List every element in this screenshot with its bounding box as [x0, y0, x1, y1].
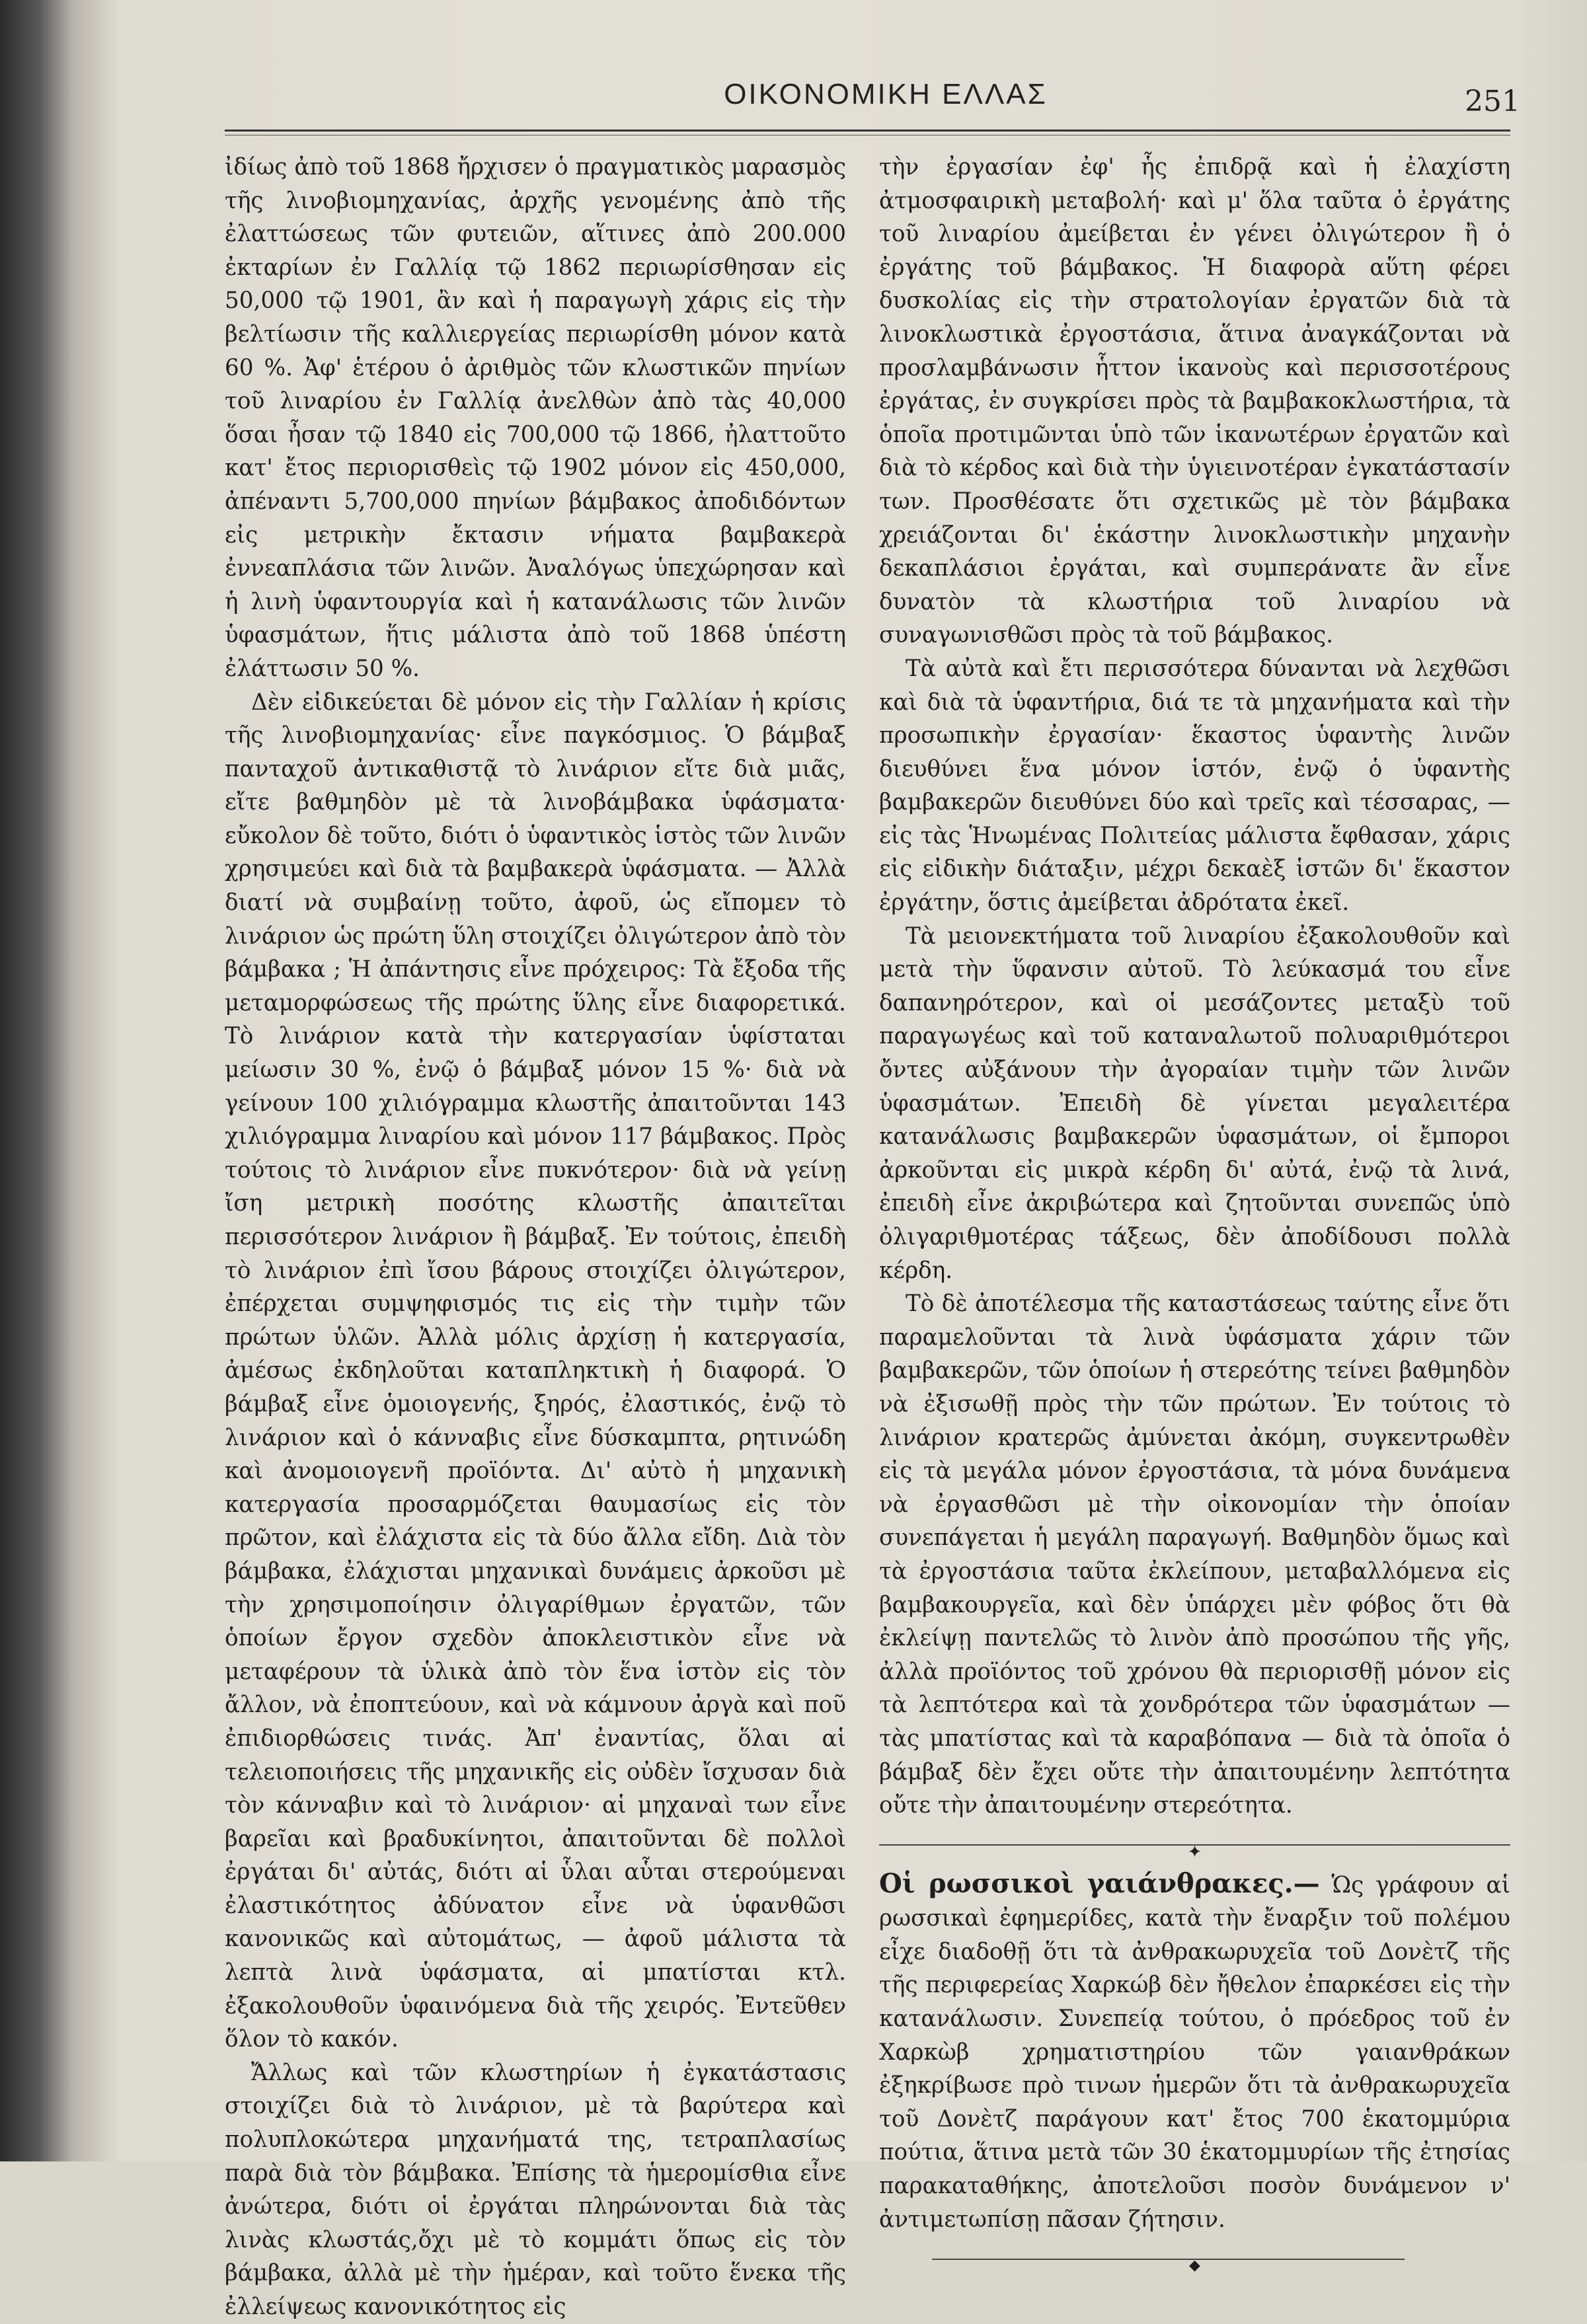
paragraph: Τὰ αὐτὰ καὶ ἔτι περισσότερα δύνανται νὰ λεχθῶσι καὶ διὰ τὰ ὑφαντήρια, διά τε τὰ μηχανήματα καὶ τὴν προσωπικὴν ἐργασίαν· ἕκαστος ὑφαντὴς λινῶν διευθύνει ἕνα μόνον ἱστόν, ἐνῷ ὁ ὑφαντὴς βαμβακερῶν διευθύνει δύο καὶ τρεῖς καὶ τέσσαρας, — εἰς τὰς Ἡνωμένας Πολιτείας μάλιστα ἔφθασαν, χάρις εἰς εἰδικὴν διάταξιν, μέχρι δεκαὲξ ἱστῶν δι' ἕκαστον ἐργάτην, ὅστις ἀμείβεται ἀδρότατα ἐκεῖ. — [879, 655, 1510, 917]
separator-ornament-icon: ✦ — [1187, 1842, 1202, 1862]
bottom-separator — [879, 2249, 1510, 2274]
running-header-title: ΟΙΚΟΝΟΜΙΚΗ ΕΛΛΑΣ — [724, 78, 1048, 110]
paragraph: τὴν ἐργασίαν ἐφ' ἧς ἐπιδρᾷ καὶ ἡ ἐλαχίστη ἀτμοσφαιρικὴ μεταβολή· καὶ μ' ὅλα ταῦτα ὁ ἐργάτης τοῦ λιναρίου ἀμείβεται ἐν γένει ὀλιγώτερον ἢ ὁ ἐργάτης τοῦ βάμβακος. Ἡ διαφορὰ αὕτη φέρει δυσκολίας εἰς τὴν στρατολογίαν ἐργατῶν διὰ τὰ λινοκλωστικὰ ἐργοστάσια, ἅτινα ἀναγκάζονται νὰ προσλαμβάνωσιν ἧττον ἱκανοὺς καὶ περισσοτέρους ἐργάτας, ἐν συγκρίσει πρὸς τὰ βαμβακοκλωστήρια, τὰ ὁποῖα προτιμῶνται ὑπὸ τῶν ἱκανωτέρων ἐργατῶν καὶ διὰ τὸ κέρδος καὶ διὰ τὴν ὑγιεινοτέραν ἐγκατάστασίν των. Προσθέσατε ὅτι σχετικῶς μὲ τὸν βάμβακα χρειάζονται δι' ἑκάστην λινοκλωστικὴν μηχανὴν δεκαπλάσιοι ἐργάται, καὶ συμπεράνατε ἂν εἶνε δυνατὸν τὰ κλωστήρια τοῦ λιναρίου νὰ συναγωνισθῶσι πρὸς τὰ τοῦ βάμβακος. — [879, 154, 1510, 649]
right-column — [879, 151, 1510, 2274]
section-separator — [879, 1832, 1510, 1862]
paragraph: Τὸ δὲ ἀποτέλεσμα τῆς καταστάσεως ταύτης εἶνε ὅτι παραμελοῦνται τὰ λινὰ ὑφάσματα χάριν τῶν βαμβακερῶν, τῶν ὁποίων ἡ στερεότης τείνει βαθμηδὸν νὰ ἐξισωθῇ πρὸς τὴν τῶν πρώτων. Ἐν τούτοις τὸ λινάριον κρατερῶς ἀμύνεται ἀκόμη, συγκεντρωθὲν εἰς τὰ μεγάλα μόνον ἐργοστάσια, τὰ μόνα δυνάμενα νὰ ἐργασθῶσι μὲ τὴν οἰκονομίαν τὴν ὁποίαν συνεπάγεται ἡ μεγάλη παραγωγή. Βαθμηδὸν ὅμως καὶ τὰ ἐργοστάσια ταῦτα ἐκλείπουν, μεταβαλλόμενα εἰς βαμβακουργεῖα, καὶ δὲν ὑπάρχει μὲν φόβος ὅτι θὰ ἐκλείψῃ παντελῶς τὸ λινὸν ἀπὸ προσώπου τῆς γῆς, ἀλλὰ προϊόντος τοῦ χρόνου θὰ περιορισθῇ μόνον εἰς τὰ λεπτότερα καὶ τὰ χονδρότερα τῶν ὑφασμάτων — τὰς μπατίστας καὶ τὰ καραβόπανα — διὰ τὰ ὁποῖα ὁ βάμβαξ δὲν ἔχει οὔτε τὴν ἀπαιτουμένην λεπτότητα οὔτε τὴν ἀπαιτουμένην στερεότητα. — [879, 1291, 1510, 1819]
page-number: 251 — [1465, 85, 1520, 118]
news-item-body: Ὡς γράφουν αἱ ρωσσικαὶ ἐφημερίδες, κατὰ τὴν ἔναρξιν τοῦ πολέμου εἶχε διαδοθῇ ὅτι τὰ ἀνθρακωρυχεῖα τοῦ Δονὲτζ τῆς τῆς περιφερείας Χαρκώβ δὲν ἤθελον ἐπαρκέσει εἰς τὴν κατανάλωσιν. Συνεπείᾳ τούτου, ὁ πρόεδρος τοῦ ἐν Χαρκὼβ χρηματιστηρίου τῶν γαιανθράκων ἐξηκρίβωσε πρὸ τινων ἡμερῶν ὅτι τὰ ἀνθρακωρυχεῖα τοῦ Δονὲτζ παράγουν κατ' ἔτος 700 ἑκατομμύρια πούτια, ἅτινα μετὰ τῶν 30 ἑκατομμυρίων τῆς ἐτησίας παρακαταθήκης, ἀποτελοῦσι ποσὸν δυνάμενον ν' ἀντιμετωπίσῃ πᾶσαν ζήτησιν. — [879, 1871, 1510, 2233]
left-column — [225, 151, 846, 2324]
paragraph: Δὲν εἰδικεύεται δὲ μόνον εἰς τὴν Γαλλίαν ἡ κρίσις τῆς λινοβιομηχανίας· εἶνε παγκόσμιος. Ὁ βάμβαξ πανταχοῦ ἀντικαθιστᾷ τὸ λινάριον εἴτε διὰ μιᾶς, εἴτε βαθμηδὸν μὲ τὰ λινοβάμβακα ὑφάσματα· εὔκολον δὲ τοῦτο, διότι ὁ ὑφαντικὸς ἱστὸς τῶν λινῶν χρησιμεύει καὶ διὰ τὰ βαμβακερὰ ὑφάσματα. — Ἀλλὰ διατί νὰ συμβαίνῃ τοῦτο, ἀφοῦ, ὡς εἴπομεν τὸ λινάριον ὡς πρώτη ὕλη στοιχίζει ὀλιγώτερον ἀπὸ τὸν βάμβακα ; Ἡ ἀπάντησις εἶνε πρόχειρος: Τὰ ἔξοδα τῆς μεταμορφώσεως τῆς πρώτης ὕλης εἶνε διαφορετικά. Τὸ λινάριον κατὰ τὴν κατεργασίαν ὑφίσταται μείωσιν 30 %, ἐνῷ ὁ βάμβαξ μόνον 15 %· διὰ νὰ γείνουν 100 χιλιόγραμμα κλωστῆς ἀπαιτοῦνται 143 χιλιόγραμμα λιναρίου καὶ μόνον 117 βάμβακος. Πρὸς τούτοις τὸ λινάριον εἶνε πυκνότερον· διὰ νὰ γείνῃ ἴση μετρικὴ ποσότης κλωστῆς ἀπαιτεῖται περισσότερον λινάριον ἢ βάμβαξ. Ἐν τούτοις, ἐπειδὴ τὸ λινάριον ἐπὶ ἴσου βάρους στοιχίζει ὀλιγώτερον, ἐπέρχεται συμψηφισμός τις εἰς τὴν τιμὴν τῶν πρώτων ὑλῶν. Ἀλλὰ μόλις ἀρχίσῃ ἡ κατεργασία, ἀμέσως ἐκδηλοῦται καταπληκτικὴ ἡ διαφορά. Ὁ βάμβαξ εἶνε ὁμοιογενής, ξηρός, ἐλαστικός, ἐνῷ τὸ λινάριον καὶ ὁ κάνναβις εἶνε δύσκαμπτα, ρητινώδη καὶ ἀνομοιογενῆ προϊόντα. Δι' αὐτὸ ἡ μηχανικὴ κατεργασία προσαρμόζεται θαυμασίως εἰς τὸν πρῶτον, καὶ ἐλάχιστα εἰς τὰ δύο ἄλλα εἴδη. Διὰ τὸν βάμβακα, ἐλάχισται μηχανικαὶ δυνάμεις ἀρκοῦσι μὲ τὴν χρησιμοποίησιν ὀλιγαρίθμων ἐργατῶν, τῶν ὁποίων ἔργον σχεδὸν ἀποκλειστικὸν εἶνε νὰ μεταφέρουν τὰ ὑλικὰ ἀπὸ τὸν ἕνα ἱστὸν εἰς τὸν ἄλλον, νὰ ἐποπτεύουν, καὶ νὰ κάμνουν ἀργὰ καὶ ποῦ ἐπιδιορθώσεις τινάς. Ἀπ' ἐναντίας, ὅλαι αἱ τελειοποιήσεις τῆς μηχανικῆς εἰς οὐδὲν ἴσχυσαν διὰ τὸν κάνναβιν καὶ τὸ λινάριον· αἱ μηχαναὶ των εἶνε βαρεῖαι καὶ βραδυκίνητοι, ἀπαιτοῦνται δὲ πολλοὶ ἐργάται δι' αὐτάς, διότι αἱ ὗλαι αὗται στερούμεναι ἐλαστικότητος ἀδύνατον εἶνε νὰ ὑφανθῶσι κανονικῶς καὶ αὐτομάτως, — ἀφοῦ μάλιστα τὰ λεπτὰ λινὰ ὑφάσματα, αἱ μπατίσται κτλ. ἐξακολουθοῦν ὑφαινόμενα διὰ τῆς χειρός. Ἐντεῦθεν ὅλον τὸ κακόν. — [225, 689, 846, 2053]
separator-ornament-icon: ◆ — [1189, 2257, 1200, 2274]
paragraph: ἰδίως ἀπὸ τοῦ 1868 ἤρχισεν ὁ πραγματικὸς μαρασμὸς τῆς λινοβιομηχανίας, ἀρχῆς γενομένης ἀπὸ τῆς ἐλαττώσεως τῶν φυτειῶν, αἵτινες ἀπὸ 200.000 ἐκταρίων ἐν Γαλλίᾳ τῷ 1862 περιωρίσθησαν εἰς 50,000 τῷ 1901, ἂν καὶ ἡ παραγωγὴ χάρις εἰς τὴν βελτίωσιν τῆς καλλιεργείας περιωρίσθη μόνον κατὰ 60 %. Ἀφ' ἑτέρου ὁ ἀριθμὸς τῶν κλωστικῶν πηνίων τοῦ λιναρίου ἐν Γαλλίᾳ ἀνελθὼν ἀπὸ τὰς 40,000 ὅσαι ἦσαν τῷ 1840 εἰς 700,000 τῷ 1866, ἠλαττοῦτο κατ' ἔτος περιορισθεὶς τῷ 1902 μόνον εἰς 450,000, ἀπέναντι 5,700,000 πηνίων βάμβακος ἀποδιδόντων εἰς μετρικὴν ἔκτασιν νήματα βαμβακερὰ ἐννεαπλάσια τῶν λινῶν. Ἀναλόγως ὑπεχώρησαν καὶ ἡ λινὴ ὑφαντουργία καὶ ἡ κατανάλωσις τῶν λινῶν ὑφασμάτων, ἥτις μάλιστα ἀπὸ τοῦ 1868 ὑπέστη ἐλάττωσιν 50 %. — [225, 154, 846, 682]
news-item-heading: Οἱ ρωσσικοὶ γαιάνθρακες.— — [879, 1867, 1320, 1899]
separator-line — [932, 2259, 1405, 2260]
paragraph: Τὰ μειονεκτήματα τοῦ λιναρίου ἐξακολουθοῦν καὶ μετὰ τὴν ὕφανσιν αὐτοῦ. Τὸ λεύκασμά του εἶνε δαπανηρότερον, καὶ οἱ μεσάζοντες μεταξὺ τοῦ παραγωγέως καὶ τοῦ καταναλωτοῦ πολυαριθμότεροι ὄντες αὐξάνουν τὴν ἀγοραίαν τιμὴν τῶν λινῶν ὑφασμάτων. Ἐπειδὴ δὲ γίνεται μεγαλειτέρα κατανάλωσις βαμβακερῶν ὑφασμάτων, οἱ ἔμποροι ἀρκοῦνται εἰς μικρὰ κέρδη δι' αὐτά, ἐνῷ τὰ λινά, ἐπειδὴ εἶνε ἀκριβώτερα καὶ ζητοῦνται συνεπῶς ὑπὸ ὀλιγαριθμοτέρας τάξεως, δὲν ἀποδίδουσι πολλὰ κέρδη. — [879, 922, 1510, 1284]
paragraph: Ἄλλως καὶ τῶν κλωστηρίων ἡ ἐγκατάστασις στοιχίζει διὰ τὸ λινάριον, μὲ τὰ βαρύτερα καὶ πολυπλοκώτερα μηχανήματά της, τετραπλασίως παρὰ διὰ τὸν βάμβακα. Ἐπίσης τὰ ἡμερομίσθια εἶνε ἀνώτερα, διότι οἱ ἐργάται πληρώνονται διὰ τὰς λινὰς κλωστάς,ὄχι μὲ τὸ κομμάτι ὅπως εἰς τὸν βάμβακα, ἀλλὰ μὲ τὴν ἡμέραν, καὶ τοῦτο ἕνεκα τῆς ἐλλείψεως κανονικότητος εἰς — [225, 2059, 846, 2320]
header-rule — [225, 130, 1510, 131]
news-item — [879, 1867, 1510, 2237]
